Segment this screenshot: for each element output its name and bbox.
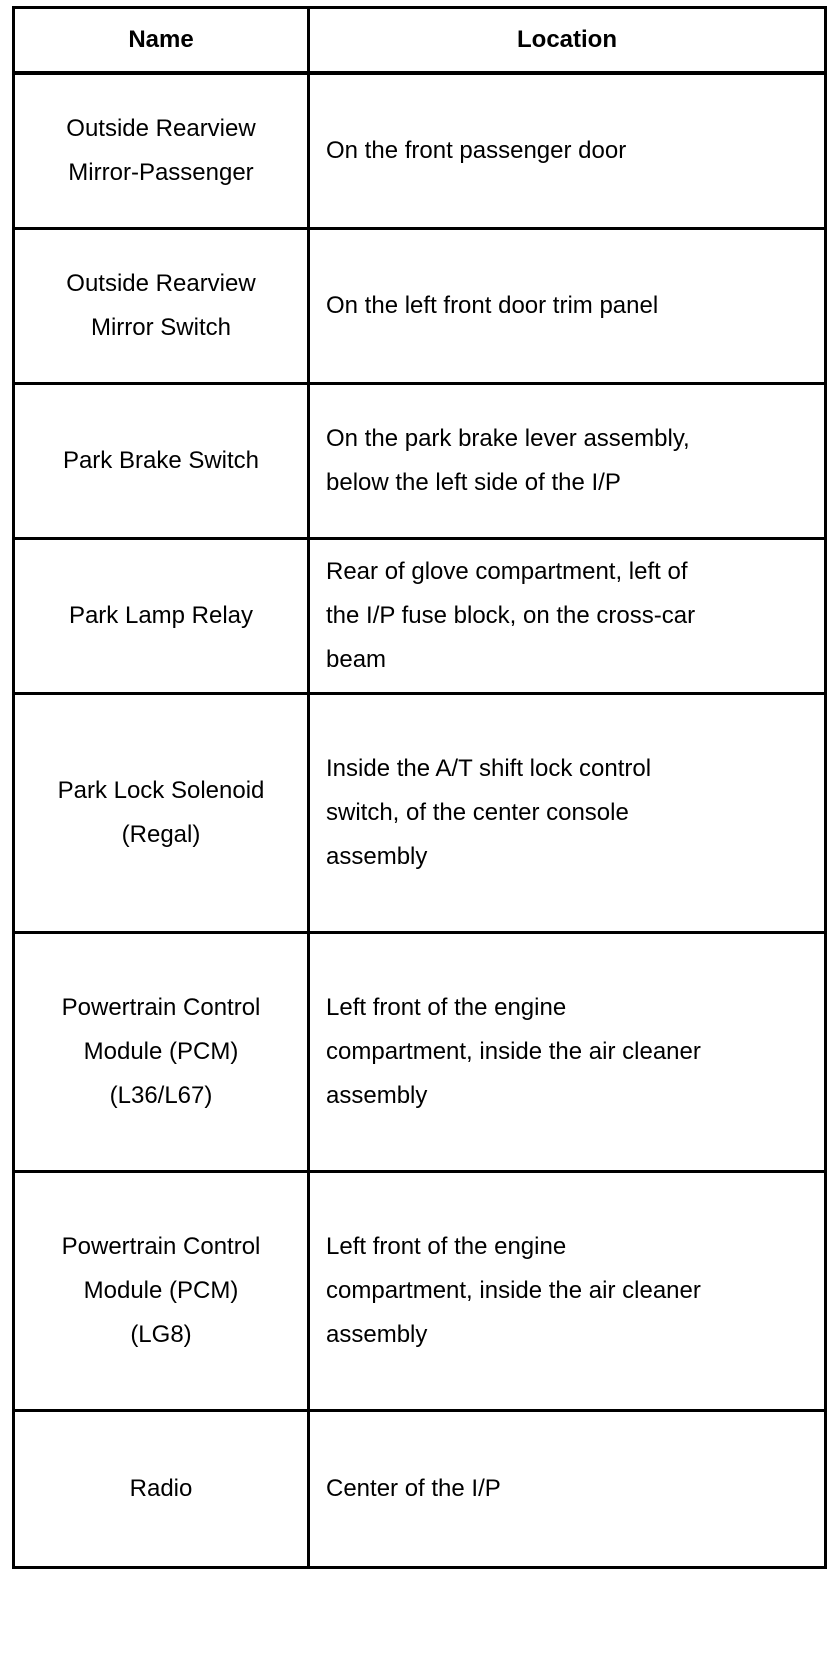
name-cell	[14, 933, 309, 1172]
name-line: Mirror Switch	[90, 314, 231, 341]
location-cell	[309, 694, 826, 933]
header-name: Name	[14, 8, 309, 74]
location-line: Rear of glove compartment, left of	[326, 558, 688, 585]
name-line: (LG8)	[130, 1321, 192, 1348]
name-line: (L36/L67)	[109, 1082, 213, 1109]
name-cell	[14, 539, 309, 694]
location-line: assembly	[326, 1321, 428, 1348]
location-line: below the left side of the I/P	[326, 469, 621, 496]
name-cell	[14, 1411, 309, 1568]
name-line: Outside Rearview	[66, 270, 256, 297]
location-cell	[309, 1411, 826, 1568]
name-line: Radio	[129, 1475, 193, 1502]
location-line: Left front of the engine	[326, 1233, 567, 1260]
location-line: On the front passenger door	[326, 137, 627, 164]
location-line: assembly	[326, 1082, 428, 1109]
name-line: (Regal)	[121, 821, 201, 848]
header-location: Location	[309, 8, 826, 74]
table-row	[14, 1172, 826, 1411]
location-line: On the park brake lever assembly,	[326, 425, 690, 452]
name-line: Park Lamp Relay	[68, 602, 254, 629]
table-row	[14, 933, 826, 1172]
location-cell	[309, 933, 826, 1172]
name-cell	[14, 229, 309, 384]
location-line: Inside the A/T shift lock control	[326, 755, 652, 782]
location-line: beam	[326, 646, 387, 673]
location-line: compartment, inside the air cleaner	[326, 1038, 701, 1065]
name-line: Module (PCM)	[83, 1277, 239, 1304]
table-header-row	[14, 8, 826, 74]
location-line: switch, of the center console	[326, 799, 629, 826]
location-cell	[309, 539, 826, 694]
component-location-table-wrapper	[12, 6, 824, 1569]
name-cell	[14, 694, 309, 933]
name-cell	[14, 384, 309, 539]
location-cell	[309, 1172, 826, 1411]
location-line: Left front of the engine	[326, 994, 567, 1021]
location-line: Center of the I/P	[326, 1475, 501, 1502]
name-line: Park Brake Switch	[62, 447, 260, 474]
name-line: Outside Rearview	[66, 115, 256, 142]
table-row	[14, 229, 826, 384]
name-line: Mirror-Passenger	[68, 159, 254, 186]
name-line: Powertrain Control	[61, 1233, 261, 1260]
table-row	[14, 73, 826, 229]
location-line: assembly	[326, 843, 428, 870]
name-cell	[14, 1172, 309, 1411]
location-line: the I/P fuse block, on the cross-car	[326, 602, 696, 629]
name-line: Powertrain Control	[61, 994, 261, 1021]
location-line: On the left front door trim panel	[326, 292, 659, 319]
component-location-table	[12, 6, 827, 1569]
location-cell	[309, 73, 826, 229]
name-line: Park Lock Solenoid	[57, 777, 265, 804]
location-cell	[309, 229, 826, 384]
table-row	[14, 1411, 826, 1568]
name-line: Module (PCM)	[83, 1038, 239, 1065]
table-row	[14, 694, 826, 933]
name-cell	[14, 73, 309, 229]
table-row	[14, 384, 826, 539]
table-row	[14, 539, 826, 694]
location-line: compartment, inside the air cleaner	[326, 1277, 701, 1304]
location-cell	[309, 384, 826, 539]
